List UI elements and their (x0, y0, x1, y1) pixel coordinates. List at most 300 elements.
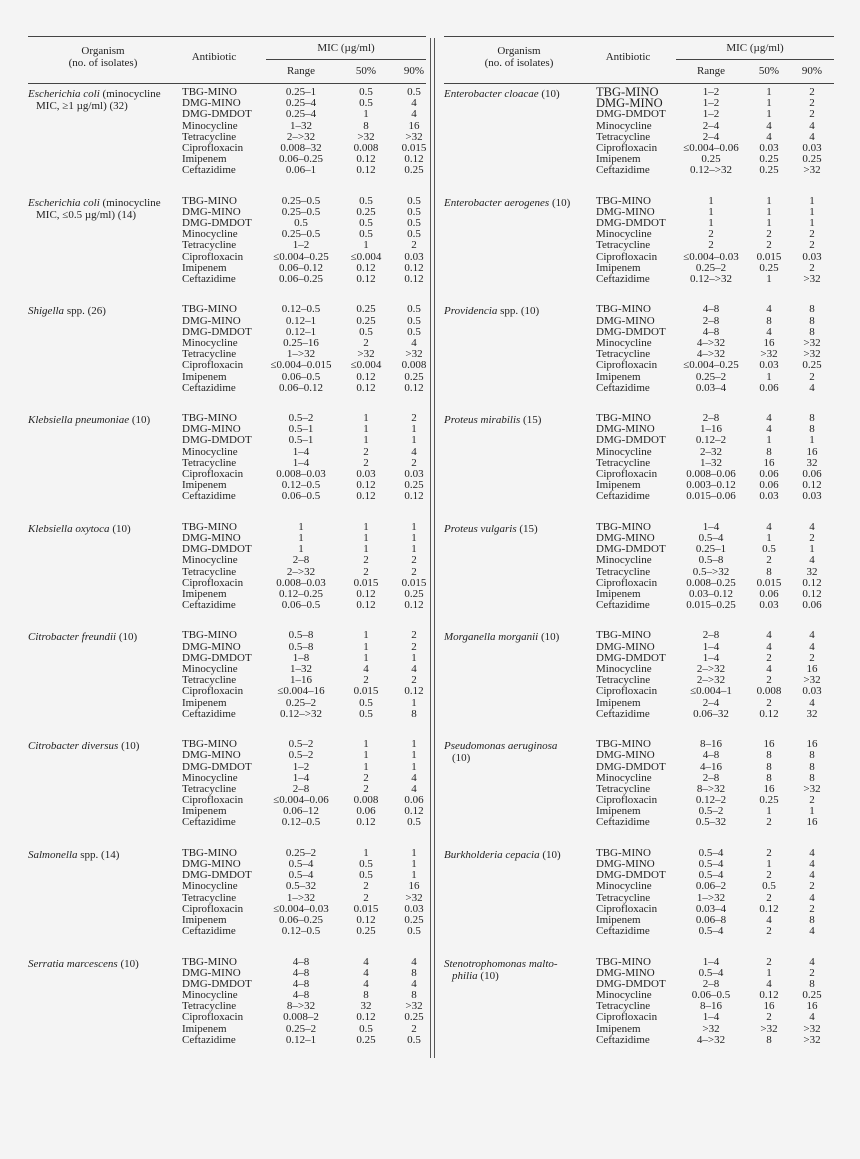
table-row (444, 360, 834, 371)
antibiotic-cell: Ciprofloxacin (182, 794, 244, 807)
mic50-cell: 8 (766, 1033, 772, 1046)
range-cell: 2–8 (702, 314, 720, 327)
range-cell: 2–>32 (696, 663, 726, 675)
organism-species: Pseudomonas aeruginosa (444, 740, 558, 753)
mic90-cell: 4 (809, 696, 815, 709)
antibiotic-cell: DMG-DMDOT (596, 325, 666, 338)
antibiotic-cell: TBG-MINO (182, 955, 237, 968)
range-cell: ≤0.004–0.06 (683, 141, 739, 154)
mic90-cell: 1 (411, 434, 417, 447)
range-cell: 0.06–32 (693, 707, 729, 720)
organism-group (28, 84, 426, 193)
mic90-cell: 0.06 (802, 468, 822, 480)
antibiotic-cell: Minocycline (596, 880, 652, 893)
range-cell: 1–>32 (696, 891, 726, 904)
antibiotic-cell: Imipenem (596, 805, 641, 818)
mic50-cell: 0.008 (756, 685, 782, 698)
header-mic-rule (266, 59, 426, 60)
range-cell: 4–16 (700, 760, 722, 773)
mic90-cell: 8 (809, 760, 815, 773)
mic90-cell: 0.25 (404, 587, 424, 600)
table-row (444, 750, 834, 761)
mic90-cell: 8 (809, 412, 815, 425)
mic90-cell: 4 (411, 108, 417, 121)
mic50-cell: 0.5 (359, 194, 373, 207)
header-organism (28, 45, 178, 69)
range-cell: 0.25–0.5 (281, 205, 321, 218)
mic90-cell: 0.12 (404, 490, 424, 503)
antibiotic-cell: Ciprofloxacin (596, 359, 658, 372)
mic50-cell: 0.12 (356, 816, 376, 829)
range-cell: 0.008–2 (283, 1011, 319, 1024)
antibiotic-cell: DMG-MINO (182, 97, 241, 110)
range-cell: 0.5–8 (698, 554, 724, 567)
mic50-cell: 4 (766, 119, 772, 132)
range-cell: 0.06–0.5 (691, 989, 731, 1002)
table-row (28, 1035, 426, 1046)
antibiotic-cell: DMG-MINO (182, 966, 241, 979)
mic50-cell: 1 (363, 434, 369, 447)
range-cell: 0.5 (294, 217, 308, 230)
mic90-cell: 1 (411, 858, 417, 870)
antibiotic-cell: DMG-DMDOT (182, 108, 252, 121)
mic90-cell: 2 (809, 880, 815, 893)
mic50-cell: 1 (363, 531, 369, 544)
mic90-cell: 16 (806, 663, 818, 675)
antibiotic-cell: DMG-MINO (182, 858, 241, 870)
mic90-cell: 0.03 (802, 250, 822, 263)
mic50-cell: 8 (766, 760, 772, 773)
antibiotic-cell: Minocycline (596, 228, 652, 241)
mic90-cell: 0.25 (404, 1011, 424, 1024)
antibiotic-cell: DMG-MINO (182, 423, 241, 436)
mic90-cell: 4 (809, 858, 815, 870)
antibiotic-cell: Imipenem (596, 261, 641, 274)
antibiotic-cell: TBG-MINO (596, 194, 651, 207)
mic90-cell: 0.03 (802, 490, 822, 503)
range-cell: 0.5–4 (698, 846, 724, 859)
mic90-cell: 4 (809, 130, 815, 143)
table-row (444, 762, 834, 773)
mic50-cell: 2 (766, 239, 772, 252)
organism-group (444, 84, 834, 193)
table-row (28, 750, 426, 761)
antibiotic-cell: Imipenem (596, 479, 641, 492)
mic90-cell: >32 (405, 130, 423, 143)
range-cell: 0.12–>32 (690, 164, 732, 177)
table-row (28, 817, 426, 828)
range-cell: 1 (298, 531, 304, 544)
antibiotic-cell: Tetracycline (182, 565, 237, 578)
range-cell: 0.5–8 (288, 629, 314, 642)
mic90-cell: 4 (809, 846, 815, 859)
range-cell: 2–8 (292, 782, 310, 795)
range-cell: 0.5–1 (288, 423, 314, 436)
antibiotic-rows (444, 630, 834, 720)
range-cell: 2–4 (702, 696, 720, 709)
mic90-cell: 0.12 (404, 153, 424, 166)
range-cell: 0.5–4 (698, 869, 724, 882)
mic90-cell: 2 (411, 629, 417, 642)
range-cell: 1–32 (290, 119, 312, 132)
antibiotic-cell: DMG-MINO (596, 858, 655, 870)
mic50-cell: 1 (363, 629, 369, 642)
table-row (444, 686, 834, 697)
mic50-cell: 2 (766, 891, 772, 904)
mic50-cell: 2 (363, 336, 369, 349)
range-cell: 0.25–0.5 (281, 194, 321, 207)
mic50-cell: 16 (763, 782, 775, 795)
antibiotic-cell: Imipenem (596, 696, 641, 709)
mic50-cell: 2 (766, 674, 772, 687)
mic50-cell: 1 (363, 749, 369, 762)
table-row (444, 383, 834, 394)
mic50-cell: 16 (763, 738, 775, 751)
range-cell: 1 (298, 520, 304, 533)
mic50-cell: 4 (766, 303, 772, 316)
mic90-cell: 0.5 (407, 314, 421, 327)
mic50-cell: 0.015 (353, 902, 379, 915)
mic90-cell: 0.12 (404, 381, 424, 394)
mic90-cell: 8 (809, 977, 815, 990)
table-row (444, 567, 834, 578)
antibiotic-cell: DMG-MINO (182, 314, 241, 327)
antibiotic-cell: Ciprofloxacin (596, 794, 658, 807)
antibiotic-cell: Ciprofloxacin (182, 468, 244, 480)
mic90-cell: 4 (411, 771, 417, 784)
antibiotic-rows (444, 87, 834, 177)
range-cell: 4–8 (702, 303, 720, 316)
mic90-cell: 4 (809, 1011, 815, 1024)
range-cell: 1–>32 (286, 348, 316, 361)
header-p90: 90% (403, 65, 425, 77)
table-row (444, 491, 834, 502)
header-p50: 50% (758, 65, 780, 77)
organism-group (28, 736, 426, 845)
organism-detail: (10) (117, 957, 139, 970)
range-cell: 2–8 (702, 977, 720, 990)
antibiotic-cell: DMG-MINO (596, 205, 655, 218)
antibiotic-cell: DMG-DMDOT (596, 977, 666, 990)
range-cell: 1–16 (290, 674, 312, 687)
table-row (444, 240, 834, 251)
mic90-cell: 0.5 (407, 325, 421, 338)
range-cell: 1 (708, 194, 714, 207)
antibiotic-cell: Ciprofloxacin (182, 1011, 244, 1024)
table-header (28, 36, 426, 84)
antibiotic-cell: DMG-DMDOT (182, 434, 252, 447)
antibiotic-rows (28, 196, 426, 286)
mic50-cell: 2 (766, 816, 772, 829)
antibiotic-cell: Minocycline (182, 119, 238, 132)
mic90-cell: 4 (411, 977, 417, 990)
mic50-cell: 0.25 (759, 794, 779, 807)
mic90-cell: 0.5 (407, 217, 421, 230)
mic90-cell: >32 (803, 1022, 821, 1035)
antibiotic-cell: TBG-MINO (182, 629, 237, 642)
mic90-cell: 0.25 (404, 164, 424, 177)
mic50-cell: 8 (766, 565, 772, 578)
mic90-cell: 0.5 (407, 1033, 421, 1046)
range-cell: 0.06–1 (285, 164, 317, 177)
antibiotic-cell: Tetracycline (596, 782, 651, 795)
mic50-cell: 16 (763, 336, 775, 349)
range-cell: 2–8 (292, 554, 310, 567)
antibiotic-rows (444, 413, 834, 503)
organism-species: philia (452, 969, 478, 982)
mic50-cell: 4 (363, 977, 369, 990)
column-divider (430, 38, 431, 1058)
range-cell: 1–4 (292, 445, 310, 458)
antibiotic-cell: TBG-MINO (182, 194, 237, 207)
range-cell: 0.008–0.03 (276, 576, 326, 589)
antibiotic-cell: Imipenem (182, 370, 227, 383)
mic90-cell: 4 (411, 782, 417, 795)
antibiotic-cell: DMG-MINO (596, 96, 663, 111)
mic50-cell: 4 (766, 640, 772, 653)
mic90-cell: 2 (809, 651, 815, 664)
organism-group (444, 193, 834, 302)
antibiotic-cell: Ceftazidime (596, 164, 650, 177)
mic90-cell: 8 (411, 989, 417, 1002)
range-cell: 0.5–8 (288, 640, 314, 653)
mic50-cell: 0.03 (356, 468, 376, 480)
antibiotic-cell: Minocycline (182, 445, 238, 458)
table-row (28, 1012, 426, 1023)
antibiotic-cell: Imipenem (182, 696, 227, 709)
mic90-cell: 1 (411, 760, 417, 773)
range-cell: ≤0.004–0.06 (273, 794, 329, 807)
antibiotic-cell: Ceftazidime (182, 599, 236, 612)
range-cell: 2–>32 (286, 565, 316, 578)
mic90-cell: 4 (809, 925, 815, 938)
mic50-cell: 2 (363, 674, 369, 687)
antibiotic-cell: Imipenem (182, 261, 227, 274)
antibiotic-rows (444, 848, 834, 938)
range-cell: 0.008–0.03 (276, 468, 326, 480)
mic90-cell: 1 (809, 194, 815, 207)
mic50-cell: 4 (766, 412, 772, 425)
antibiotic-cell: Tetracycline (596, 456, 651, 469)
antibiotic-cell: Imipenem (596, 1022, 641, 1035)
range-cell: 4–>32 (696, 336, 726, 349)
range-cell: 0.008–0.25 (686, 576, 736, 589)
antibiotic-cell: Imipenem (182, 1022, 227, 1035)
antibiotic-cell: Ceftazidime (182, 816, 236, 829)
organism-species: Citrobacter freundii (28, 631, 117, 644)
table-row (444, 600, 834, 611)
range-cell: 1–2 (702, 97, 720, 110)
mic50-cell: 2 (766, 846, 772, 859)
mic50-cell: 0.12 (759, 902, 779, 915)
antibiotic-cell: Tetracycline (182, 348, 237, 361)
mic50-cell: 4 (766, 130, 772, 143)
range-cell: 0.06–8 (695, 913, 727, 926)
mic50-cell: 0.06 (759, 381, 779, 394)
antibiotic-rows (28, 522, 426, 612)
range-cell: 1–>32 (286, 891, 316, 904)
antibiotic-cell: Ciprofloxacin (182, 902, 244, 915)
range-cell: 1 (298, 543, 304, 556)
range-cell: 0.25–2 (695, 370, 727, 383)
header-antibiotic: Antibiotic (191, 51, 237, 63)
mic90-cell: 0.015 (401, 576, 427, 589)
range-cell: 0.12–0.5 (281, 303, 321, 316)
antibiotic-cell: TBG-MINO (182, 412, 237, 425)
mic50-cell: 0.12 (356, 587, 376, 600)
antibiotic-cell: DMG-DMDOT (182, 217, 252, 230)
mic50-cell: 1 (766, 966, 772, 979)
range-cell: 4–8 (292, 966, 310, 979)
range-cell: 0.25–2 (695, 261, 727, 274)
antibiotic-rows (28, 87, 426, 177)
mic90-cell: 0.12 (404, 273, 424, 285)
mic90-cell: 2 (809, 794, 815, 807)
antibiotic-cell: Ceftazidime (182, 273, 236, 285)
mic50-cell: 2 (766, 1011, 772, 1024)
mic90-cell: >32 (405, 348, 423, 361)
mic90-cell: 2 (809, 86, 815, 98)
organism-group (444, 627, 834, 736)
mic50-cell: 0.5 (359, 228, 373, 241)
range-cell: 0.12–2 (695, 434, 727, 447)
range-cell: 0.12–0.5 (281, 479, 321, 492)
range-cell: 2–32 (700, 445, 722, 458)
antibiotic-cell: Imipenem (596, 153, 641, 166)
antibiotic-cell: Tetracycline (182, 456, 237, 469)
mic90-cell: 0.25 (802, 359, 822, 372)
range-cell: 0.06–0.5 (281, 370, 321, 383)
range-cell: 4–8 (702, 325, 720, 338)
mic50-cell: 0.03 (759, 141, 779, 154)
range-cell: 2–>32 (286, 130, 316, 143)
mic50-cell: 2 (363, 880, 369, 893)
header-p90: 90% (801, 65, 823, 77)
mic50-cell: 1 (766, 108, 772, 121)
organism-species: Providencia (444, 305, 498, 318)
mic90-cell: 4 (809, 869, 815, 882)
table-right-half (444, 36, 834, 1062)
organism-detail: (minocycline (99, 88, 161, 100)
range-cell: 0.5–4 (288, 869, 314, 882)
table-row (28, 240, 426, 251)
mic90-cell: 4 (809, 554, 815, 567)
header-organism-label: Organism (497, 45, 541, 57)
mic90-cell: 4 (809, 520, 815, 533)
antibiotic-cell: Minocycline (596, 554, 652, 567)
range-cell: ≤0.004–0.25 (683, 359, 739, 372)
header-range: Range (696, 65, 726, 77)
mic90-cell: 2 (411, 1022, 417, 1035)
range-cell: 0.06–0.25 (279, 153, 323, 166)
mic50-cell: 1 (766, 194, 772, 207)
antibiotic-cell: Ceftazidime (596, 273, 650, 285)
mic50-cell: 1 (363, 520, 369, 533)
organism-group (444, 736, 834, 845)
mic50-cell: 1 (363, 651, 369, 664)
mic90-cell: 32 (806, 456, 818, 469)
antibiotic-cell: Ceftazidime (182, 164, 236, 177)
mic90-cell: 2 (411, 640, 417, 653)
range-cell: 1–32 (700, 456, 722, 469)
mic50-cell: >32 (357, 130, 375, 143)
table-row (444, 303, 834, 318)
table-row (444, 817, 834, 828)
mic50-cell: 0.12 (356, 381, 376, 394)
organism-detail: (15) (520, 414, 542, 427)
antibiotic-rows (444, 739, 834, 829)
range-cell: 2 (708, 228, 714, 241)
mic90-cell: 1 (411, 423, 417, 436)
mic90-cell: 1 (411, 696, 417, 709)
mic90-cell: 1 (411, 846, 417, 859)
mic90-cell: 1 (809, 217, 815, 230)
mic50-cell: 0.25 (356, 314, 376, 327)
mic50-cell: 0.03 (759, 599, 779, 612)
mic90-cell: 2 (411, 554, 417, 567)
antibiotic-cell: Ceftazidime (596, 925, 650, 938)
mic90-cell: 1 (411, 651, 417, 664)
table-row (444, 1035, 834, 1046)
mic50-cell: 4 (766, 325, 772, 338)
mic90-cell: 1 (411, 543, 417, 556)
antibiotic-cell: Tetracycline (182, 782, 237, 795)
mic50-cell: 0.25 (759, 153, 779, 166)
mic90-cell: 2 (411, 456, 417, 469)
table-row (444, 881, 834, 892)
mic50-cell: 0.12 (356, 913, 376, 926)
range-cell: 1–4 (702, 651, 720, 664)
antibiotic-cell: Ceftazidime (596, 381, 650, 394)
antibiotic-cell: TBG-MINO (596, 738, 651, 751)
mic90-cell: 0.25 (802, 989, 822, 1002)
range-cell: 1–4 (702, 640, 720, 653)
antibiotic-cell: DMG-DMDOT (596, 869, 666, 882)
antibiotic-cell: TBG-MINO (596, 85, 659, 99)
range-cell: 1–4 (702, 955, 720, 968)
mic90-cell: 32 (806, 565, 818, 578)
antibiotic-cell: Tetracycline (596, 891, 651, 904)
range-cell: 0.25 (701, 153, 721, 166)
antibiotic-cell: Ciprofloxacin (182, 250, 244, 263)
mic90-cell: 8 (809, 303, 815, 316)
organism-detail: MIC, ≥1 µg/ml) (32) (36, 100, 128, 112)
mic50-cell: 1 (766, 97, 772, 110)
mic90-cell: 0.25 (404, 479, 424, 492)
organism-group (28, 954, 426, 1063)
antibiotic-cell: TBG-MINO (182, 303, 237, 316)
antibiotic-cell: Ceftazidime (596, 490, 650, 503)
range-cell: 0.12–2 (695, 794, 727, 807)
mic90-cell: 0.008 (401, 359, 427, 372)
mic90-cell: 0.5 (407, 303, 421, 316)
header-organism-label: Organism (81, 45, 125, 57)
table-row (28, 686, 426, 697)
range-cell: 0.25–2 (285, 1022, 317, 1035)
table-row (28, 629, 426, 644)
mic50-cell: 0.015 (353, 576, 379, 589)
mic90-cell: 1 (809, 205, 815, 218)
antibiotic-cell: Ciprofloxacin (596, 1011, 658, 1024)
antibiotic-cell: DMG-DMDOT (182, 760, 252, 773)
range-cell: ≤0.004–0.03 (273, 902, 329, 915)
mic90-cell: 2 (809, 261, 815, 274)
range-cell: 8–>32 (696, 782, 726, 795)
range-cell: 0.5–4 (698, 925, 724, 938)
antibiotic-cell: DMG-MINO (596, 749, 655, 762)
mic50-cell: 1 (766, 370, 772, 383)
organism-detail: (10) (538, 631, 560, 644)
